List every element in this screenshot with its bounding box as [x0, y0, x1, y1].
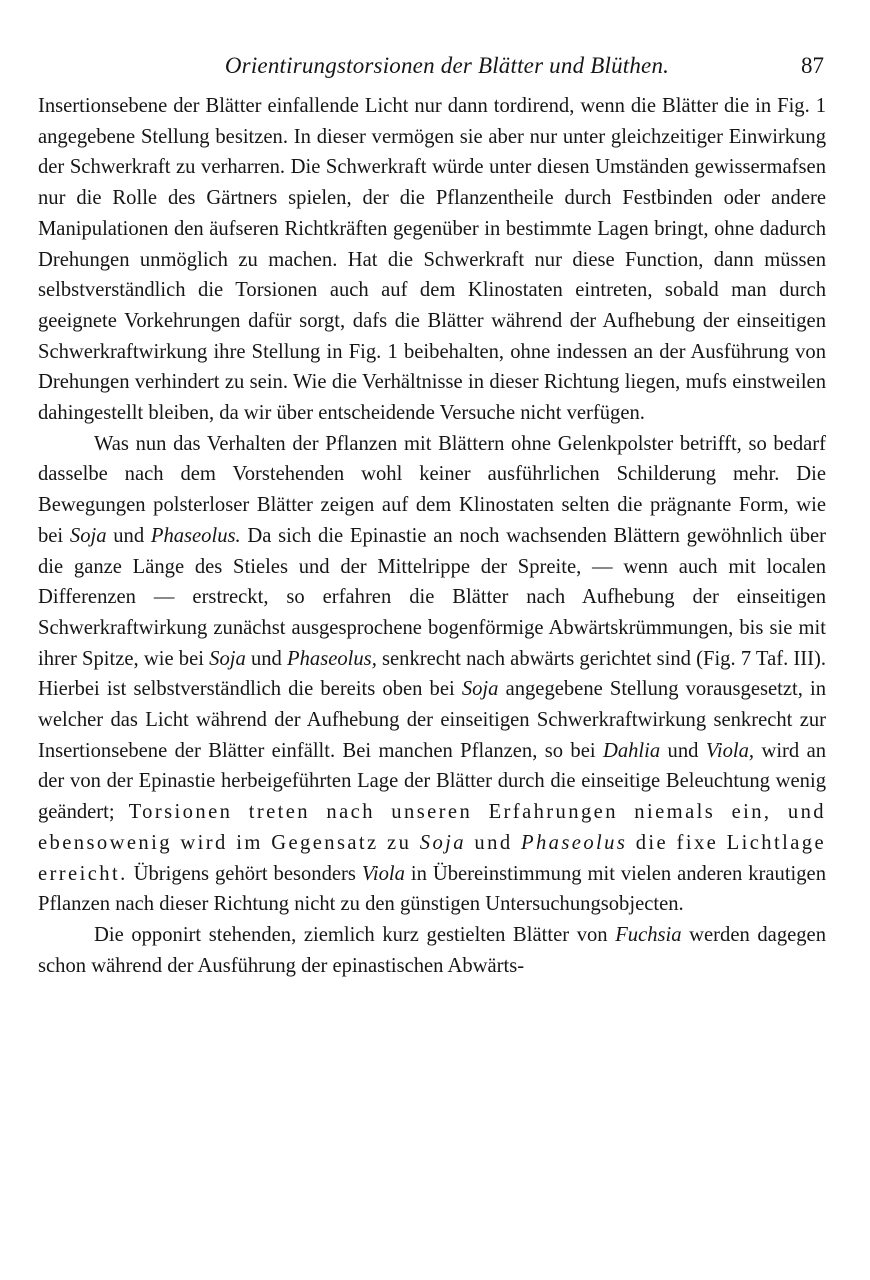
- text-run: werden dagegen schon während der Ausführung der epinastischen Abwärts-: [38, 923, 826, 977]
- text-run: Torsionen treten nach unseren Erfahrungen niemals ein, und ebensowenig wird im Gegensatz zu: [38, 801, 826, 854]
- text-run: die fixe Lichtlage erreicht.: [38, 831, 827, 885]
- italic-term: Soja: [209, 647, 246, 670]
- italic-term: Viola: [361, 862, 405, 885]
- text-run: angegebene Stellung vorausgesetzt, in welcher das Licht während der Aufhebung der einseitigen Schwerkraftwirkung senkrecht zur Insertionsebene der Blätter einfällt. Bei manchen Pflanzen, so bei: [38, 678, 826, 762]
- italic-term: Soja: [419, 831, 466, 854]
- italic-term: Viola,: [705, 739, 755, 762]
- italic-term: Soja: [69, 524, 107, 547]
- text-run: und: [465, 831, 521, 854]
- body-text: [38, 91, 826, 981]
- text-run: Die opponirt stehenden, ziemlich kurz gestielten Blätter von: [94, 923, 616, 946]
- text-run: wird an der von der Epinastie herbeigeführten Lage der Blätter durch die einseitige Beleuchtung wenig geändert;: [38, 739, 827, 824]
- italic-term: Fuchsia: [615, 923, 682, 946]
- paragraph: [38, 920, 826, 981]
- italic-term: Soja: [461, 678, 499, 701]
- italic-term: Phaseolus: [521, 831, 628, 854]
- text-run: und: [660, 739, 706, 762]
- text-run: Was nun das Verhalten der Pflanzen mit Blättern ohne Gelenkpolster betrifft, so bedarf dasselbe nach dem Vorstehenden wohl keiner ausführlichen Schilderung mehr. Die Bewegungen polsterloser Blätter zeigen auf dem Klinostaten selten die prägnante Form, wie bei: [38, 432, 826, 547]
- italic-term: Dahlia: [602, 739, 661, 762]
- paragraph: [38, 429, 826, 920]
- italic-term: Phaseolus.: [150, 524, 241, 547]
- text-run: in Übereinstimmung mit vielen anderen krautigen Pflanzen nach dieser Richtung nicht zu den günstigen Untersuchungsobjecten.: [38, 862, 826, 916]
- text-run: Insertionsebene der Blätter einfallende Licht nur dann tordirend, wenn die Blätter die in Fig. 1 angegebene Stellung besitzen. In dieser vermögen sie aber nur unter gleichzeitiger Einwirkung der Schwerkraft zu verharren. Die Schwerkraft würde unter diesen Umständen gewissermafsen nur die Rolle des Gärtners spielen, der die Pflanzentheile durch Festbinden oder andere Manipulationen den äufseren Richtkräften gegenüber in bestimmte Lagen bringt, ohne dadurch Drehungen unmöglich zu machen. Hat die Schwerkraft nur diese Function, dann müssen selbstverständlich die Torsionen auch auf dem Klinostaten eintreten, sobald man durch geeignete Vorkehrungen dafür sorgt, dafs die Blätter während der Aufhebung der einseitigen Schwerkraftwirkung ihre Stellung in Fig. 1 beibehalten, ohne indessen an der Ausführung von Drehungen verhindert zu sein. Wie die Verhältnisse in dieser Richtung liegen, mufs einstweilen dahingestellt bleiben, da wir über entscheidende Versuche nicht verfügen.: [38, 95, 826, 425]
- text-run: Da sich die Epinastie an noch wachsenden Blättern gewöhnlich über die ganze Länge des Stieles und der Mittelrippe der Spreite, — wenn auch mit localen Differenzen — erstreckt, so erfahren die Blätter nach Aufhebung der einseitigen Schwerkraftwirkung zunächst ausgesprochene bogenförmige Abwärtskrümmungen, bis sie mit ihrer Spitze, wie bei: [38, 524, 827, 670]
- italic-term: Phaseolus,: [287, 647, 377, 670]
- text-run: und: [245, 647, 288, 670]
- text-run: Übrigens gehört besonders: [127, 862, 362, 885]
- text-run: senkrecht nach abwärts gerichtet sind (Fig. 7 Taf. III). Hierbei ist selbstverständlich die bereits oben bei: [38, 647, 826, 701]
- book-page: [38, 48, 826, 981]
- paragraph: [38, 91, 826, 429]
- text-run: und: [106, 524, 151, 547]
- running-title: Orientirungstorsionen der Blätter und Blüthen.: [224, 53, 670, 78]
- running-head: [38, 48, 826, 84]
- page-number: 87: [801, 53, 824, 78]
